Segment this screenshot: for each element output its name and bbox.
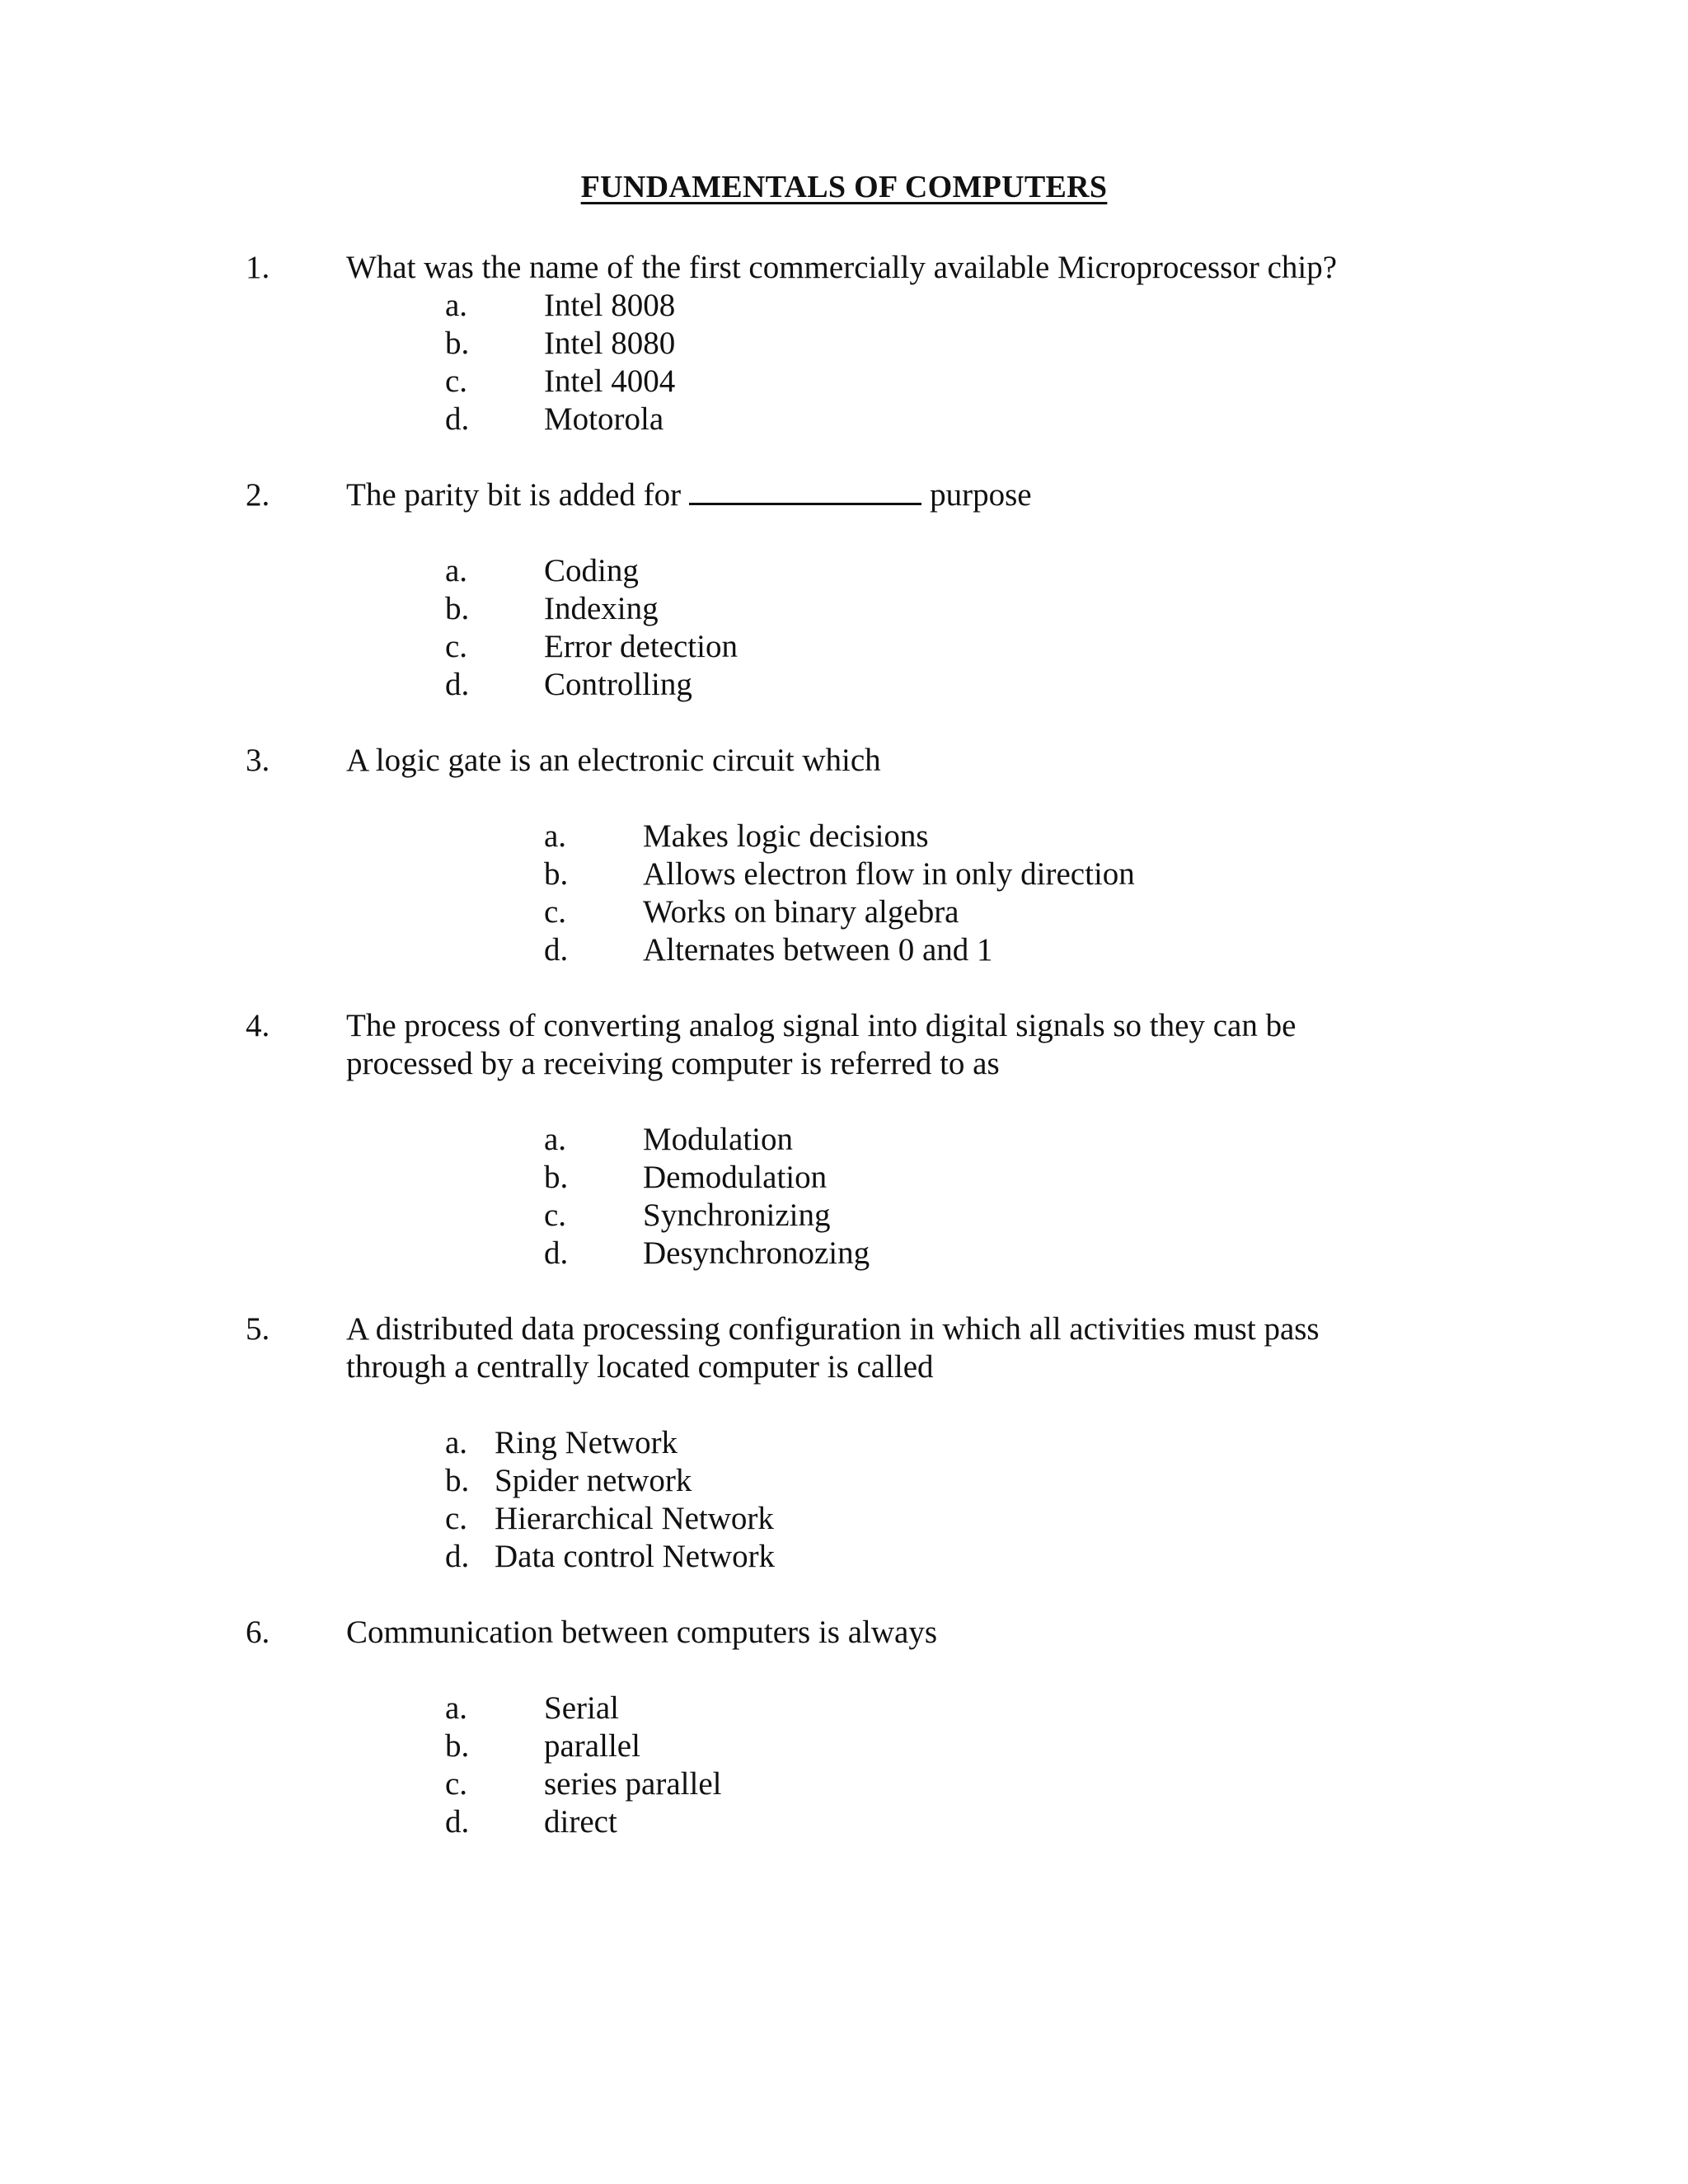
question-4-option-b-text: Demodulation	[643, 1160, 828, 1195]
question-2-option-d-text: Controlling	[544, 667, 692, 702]
question-4-text-line-1: The process of converting analog signal into digital signals so they can be	[346, 1008, 1296, 1043]
question-3-text: A logic gate is an electronic circuit which	[346, 743, 881, 778]
question-5-option-a-text: Ring Network	[495, 1425, 678, 1460]
question-1-option-c-text: Intel 4004	[544, 363, 676, 399]
question-5-text-line-1: A distributed data processing configuration in which all activities must pass	[346, 1311, 1320, 1347]
question-5-option-d-letter: d.	[445, 1539, 470, 1574]
page-title: FUNDAMENTALS OF COMPUTERS	[580, 170, 1108, 204]
question-6-option-d-text: direct	[544, 1804, 617, 1840]
question-1-option-d-text: Motorola	[544, 401, 664, 437]
question-3-option-d-text: Alternates between 0 and 1	[643, 932, 993, 968]
question-4-option-d-text: Desynchronozing	[643, 1235, 870, 1271]
question-2-text-before: The parity bit is added for	[346, 477, 682, 513]
question-1-number: 1.	[246, 250, 270, 285]
question-2-option-a-letter: a.	[445, 553, 468, 588]
question-3-option-b-letter: b.	[544, 856, 569, 892]
question-5-option-d-text: Data control Network	[495, 1539, 776, 1574]
question-6-number: 6.	[246, 1615, 270, 1650]
question-1-option-c-letter: c.	[445, 363, 468, 399]
answer-blank	[689, 478, 921, 505]
question-6-option-a-letter: a.	[445, 1690, 468, 1726]
question-2-option-a-text: Coding	[544, 553, 639, 588]
question-1-option-b-letter: b.	[445, 326, 470, 361]
question-5-option-b-text: Spider network	[495, 1463, 692, 1498]
question-4-text-line-2: processed by a receiving computer is referred to as	[346, 1046, 1000, 1081]
question-2-option-c-text: Error detection	[544, 629, 738, 664]
question-6-option-b-text: parallel	[544, 1728, 640, 1764]
question-6-option-d-letter: d.	[445, 1804, 470, 1840]
question-1-text: What was the name of the first commercially available Microprocessor chip?	[346, 250, 1338, 285]
question-4-option-a-letter: a.	[544, 1122, 567, 1157]
question-2-option-c-letter: c.	[445, 629, 468, 664]
question-1-option-b-text: Intel 8080	[544, 326, 676, 361]
question-4-option-d-letter: d.	[544, 1235, 569, 1271]
question-2-option-d-letter: d.	[445, 667, 470, 702]
question-6-option-c-letter: c.	[445, 1766, 468, 1802]
question-3-option-a-text: Makes logic decisions	[643, 818, 929, 854]
question-3-option-a-letter: a.	[544, 818, 567, 854]
question-3-option-d-letter: d.	[544, 932, 569, 968]
question-3-option-c-text: Works on binary algebra	[643, 894, 959, 930]
question-5-number: 5.	[246, 1311, 270, 1347]
question-6-option-b-letter: b.	[445, 1728, 470, 1764]
question-1-option-a-letter: a.	[445, 288, 468, 323]
question-3-option-b-text: Allows electron flow in only direction	[643, 856, 1135, 892]
question-2-text	[346, 476, 1032, 514]
question-3-option-c-letter: c.	[544, 894, 567, 930]
question-2-number: 2.	[246, 477, 270, 513]
question-5-option-a-letter: a.	[445, 1425, 468, 1460]
question-6-option-c-text: series parallel	[544, 1766, 722, 1802]
question-2-text-after: purpose	[930, 477, 1032, 513]
question-1-option-d-letter: d.	[445, 401, 470, 437]
question-5-text-line-2: through a centrally located computer is called	[346, 1349, 934, 1385]
question-3-number: 3.	[246, 743, 270, 778]
question-5-option-c-text: Hierarchical Network	[495, 1501, 774, 1536]
question-1-option-a-text: Intel 8008	[544, 288, 676, 323]
question-4-option-c-text: Synchronizing	[643, 1197, 831, 1233]
question-4-option-b-letter: b.	[544, 1160, 569, 1195]
question-6-option-a-text: Serial	[544, 1690, 619, 1726]
question-2-option-b-text: Indexing	[544, 591, 659, 626]
question-4-option-c-letter: c.	[544, 1197, 567, 1233]
question-2-option-b-letter: b.	[445, 591, 470, 626]
question-4-option-a-text: Modulation	[643, 1122, 793, 1157]
question-6-text: Communication between computers is always	[346, 1615, 938, 1650]
question-5-option-b-letter: b.	[445, 1463, 470, 1498]
question-5-option-c-letter: c.	[445, 1501, 468, 1536]
question-4-number: 4.	[246, 1008, 270, 1043]
